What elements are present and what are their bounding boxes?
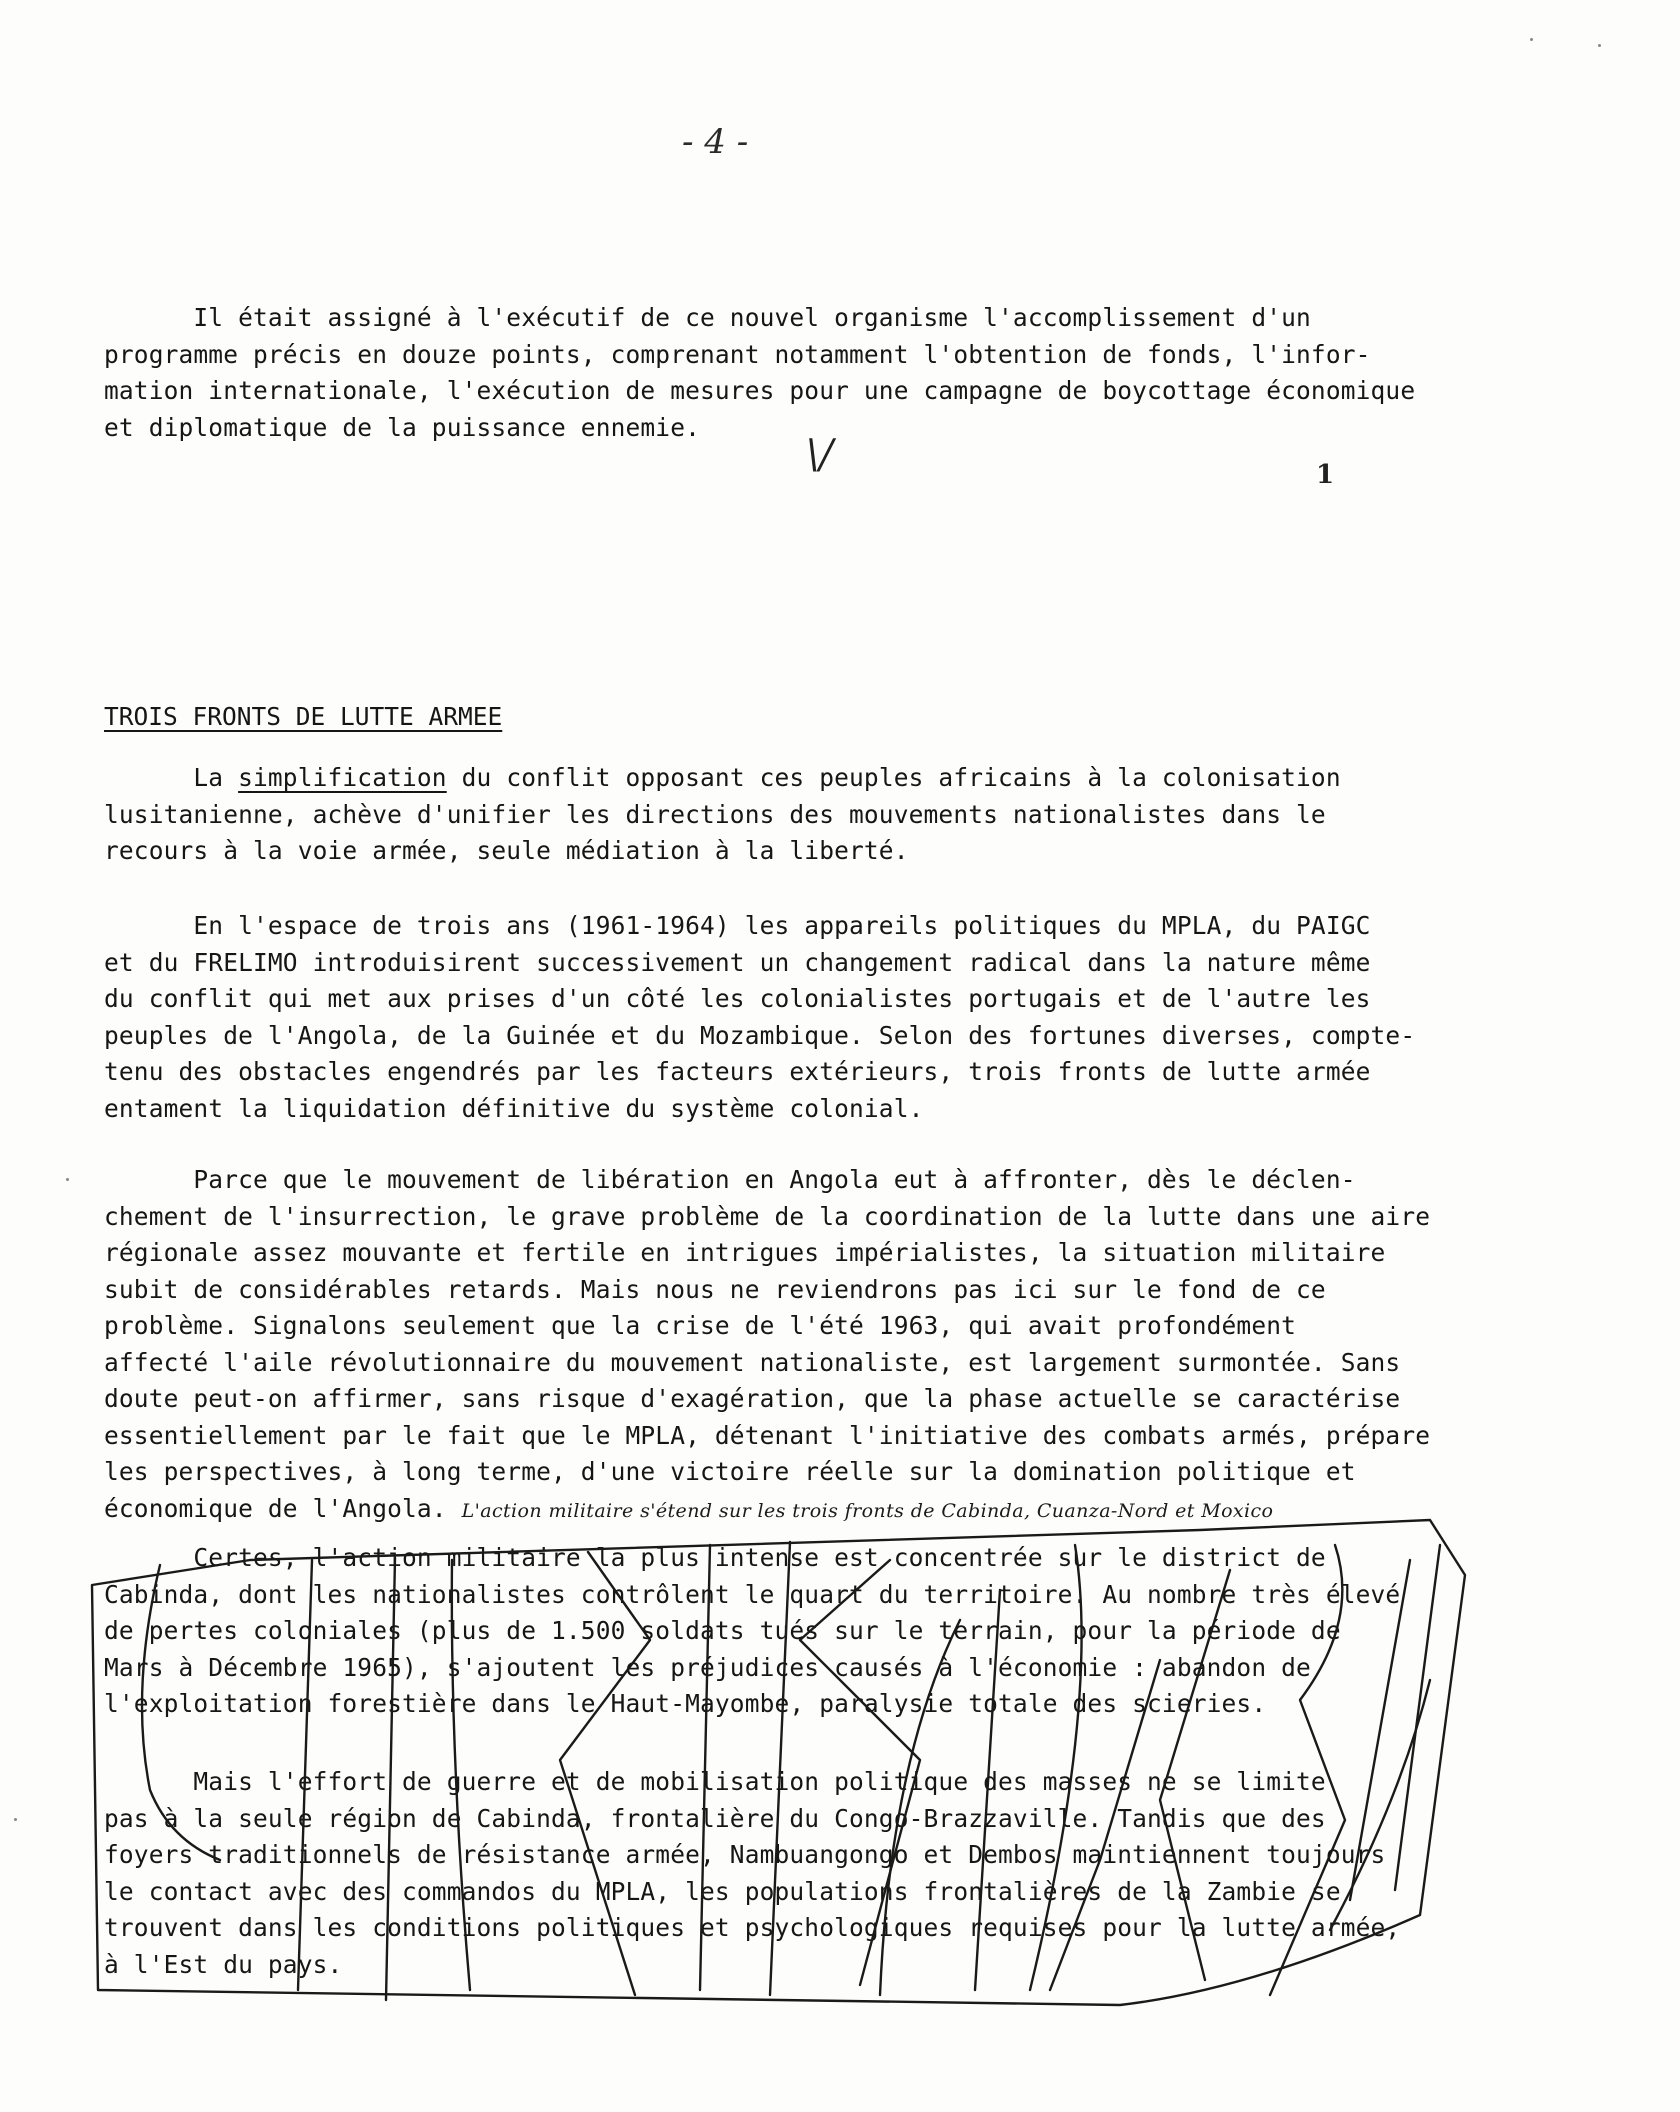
text-line: recours à la voie armée, seule médiation à la liberté. <box>104 836 909 865</box>
text-line: de pertes coloniales (plus de 1.500 soldats tués sur le terrain, pour la période de <box>104 1616 1341 1645</box>
text-line: et diplomatique de la puissance ennemie. <box>104 412 701 442</box>
text-segment: économique de l'Angola. <box>104 1493 462 1523</box>
scan-speck <box>14 1818 17 1821</box>
text-segment: La <box>104 763 239 792</box>
paragraph-2 <box>104 760 1524 870</box>
margin-mark-one: 1 <box>1316 460 1335 490</box>
text-line: affecté l'aile révolutionnaire du mouvement nationaliste, est largement surmontée. Sans <box>104 1347 1401 1377</box>
text-segment: du conflit opposant ces peuples africains à la colonisation <box>446 763 1341 792</box>
text-line: trouvent dans les conditions politiques et psychologiques requises pour la lutte armée, <box>104 1913 1401 1942</box>
section-heading: TROIS FRONTS DE LUTTE ARMEE <box>104 702 503 731</box>
text-line: à l'Est du pays. <box>104 1949 343 1979</box>
text-line <box>104 1491 1524 1530</box>
text-line <box>104 760 1524 797</box>
text-line: Certes, l'action militaire la plus intense est concentrée sur le district de <box>104 1543 1326 1572</box>
text-line: problème. Signalons seulement que la crise de l'été 1963, qui avait profondément <box>104 1311 1297 1340</box>
scan-speck <box>66 1178 69 1181</box>
text-line: En l'espace de trois ans (1961-1964) les appareils politiques du MPLA, du PAIGC <box>104 911 1371 940</box>
check-mark: \/ <box>806 432 833 478</box>
text-line: tenu des obstacles engendrés par les facteurs extérieurs, trois fronts de lutte armée <box>104 1057 1371 1086</box>
text-line: pas à la seule région de Cabinda, frontalière du Congo-Brazzaville. Tandis que des <box>104 1803 1326 1833</box>
text-line: du conflit qui met aux prises d'un côté les colonialistes portugais et de l'autre les <box>104 984 1371 1013</box>
text-line: peuples de l'Angola, de la Guinée et du Mozambique. Selon des fortunes diverses, compte- <box>104 1020 1416 1050</box>
text-line: subit de considérables retards. Mais nous ne reviendrons pas ici sur le fond de ce <box>104 1274 1326 1304</box>
text-line: mation internationale, l'exécution de mesures pour une campagne de boycottage économique <box>104 376 1416 405</box>
scan-speck <box>1530 38 1533 41</box>
handwritten-annotation: L'action militaire s'étend sur les trois fronts de Cabinda, Cuanza-Nord et Moxico <box>461 1499 1274 1522</box>
text-line: l'exploitation forestière dans le Haut-Mayombe, paralysie totale des scieries. <box>104 1689 1267 1718</box>
paragraph-3 <box>104 908 1524 1127</box>
page-number: - 4 - <box>682 122 749 162</box>
text-line: Cabinda, dont les nationalistes contrôlent le quart du territoire. Au nombre très élevé <box>104 1579 1401 1609</box>
paragraph-4 <box>104 1162 1524 1529</box>
text-line: chement de l'insurrection, le grave problème de la coordination de la lutte dans une aire <box>104 1201 1431 1231</box>
scan-speck <box>1598 44 1601 47</box>
text-line: essentiellement par le fait que le MPLA, détenant l'initiative des combats armés, prépare <box>104 1420 1431 1450</box>
text-line: et du FRELIMO introduisirent successivement un changement radical dans la nature même <box>104 947 1371 977</box>
text-line: régionale assez mouvante et fertile en intrigues impérialistes, la situation militaire <box>104 1238 1386 1267</box>
text-line: Parce que le mouvement de libération en Angola eut à affronter, dès le déclen- <box>104 1165 1356 1194</box>
text-line: Mars à Décembre 1965), s'ajoutent les préjudices causés à l'économie : abandon de <box>104 1652 1311 1682</box>
text-line: foyers traditionnels de résistance armée, Nambuangongo et Dembos maintiennent toujours <box>104 1840 1386 1869</box>
paragraph-5 <box>104 1540 1524 1723</box>
text-line: entament la liquidation définitive du système colonial. <box>104 1093 924 1123</box>
text-line: Mais l'effort de guerre et de mobilisation politique des masses ne se limite <box>104 1767 1326 1796</box>
text-line: lusitanienne, achève d'unifier les directions des mouvements nationalistes dans le <box>104 799 1326 829</box>
text-line: le contact avec des commandos du MPLA, les populations frontalières de la Zambie se <box>104 1876 1341 1906</box>
text-line: programme précis en douze points, comprenant notamment l'obtention de fonds, l'infor- <box>104 339 1371 369</box>
text-line: doute peut-on affirmer, sans risque d'exagération, que la phase actuelle se caractérise <box>104 1384 1401 1413</box>
paragraph-6 <box>104 1764 1524 1983</box>
paragraph-1 <box>104 300 1524 446</box>
text-line: les perspectives, à long terme, d'une victoire réelle sur la domination politique et <box>104 1457 1356 1486</box>
underlined-word: simplification <box>238 763 447 792</box>
text-line: Il était assigné à l'exécutif de ce nouvel organisme l'accomplissement d'un <box>104 303 1311 332</box>
